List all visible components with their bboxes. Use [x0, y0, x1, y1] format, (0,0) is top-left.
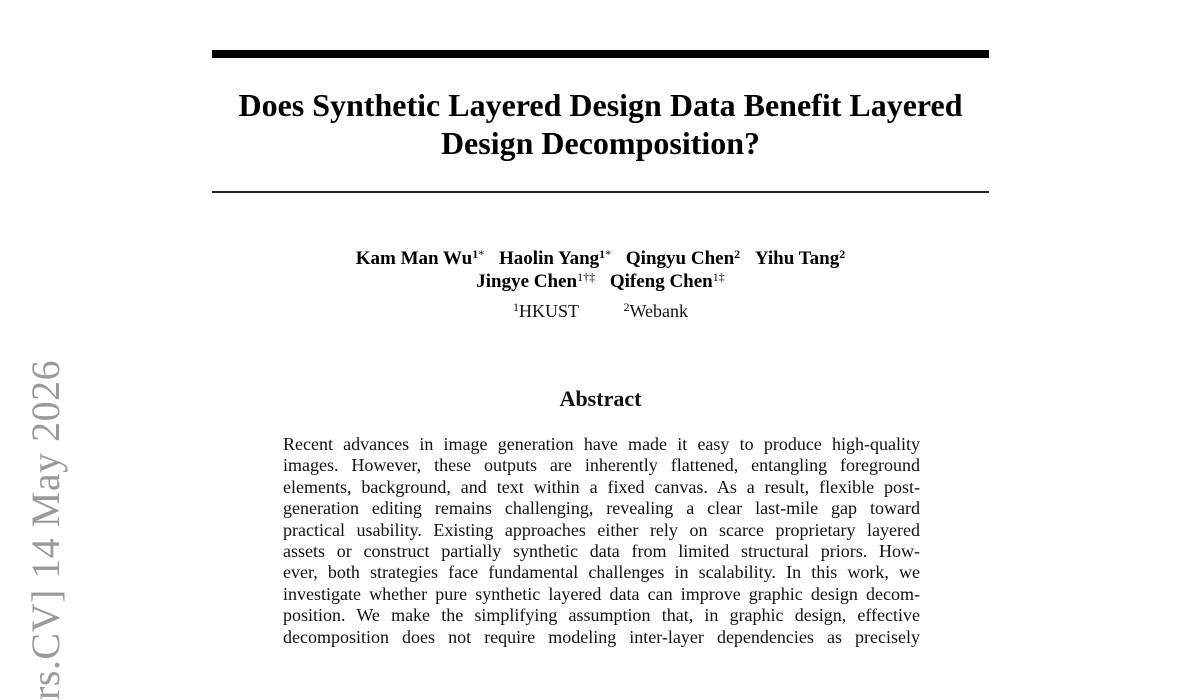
title-top-rule: [212, 50, 989, 58]
affiliation: [623, 300, 688, 322]
abstract-body: [283, 434, 920, 648]
abstract-heading: Abstract: [559, 386, 642, 411]
author: [356, 247, 485, 270]
abstract-line: decomposition does not require modeling inter-layer dependencies as precisely: [283, 626, 920, 647]
title-line-2: Design Decomposition?: [440, 125, 761, 161]
author-affiliation-number: 2: [734, 247, 741, 261]
abstract-line: practical usability. Existing approaches either rely on scarce proprietary layered: [283, 519, 920, 540]
paper-title: [212, 86, 989, 162]
author-name: Yihu Tang: [754, 248, 840, 269]
affiliation: [513, 300, 579, 322]
author: [626, 247, 740, 270]
author-name: Qifeng Chen: [609, 271, 713, 292]
abstract-line: assets or construct partially synthetic data from limited structural priors. How-: [283, 541, 920, 562]
author: [476, 270, 595, 293]
author-affiliation-number: 1: [472, 247, 479, 261]
affiliation-name: HKUST: [518, 301, 579, 321]
abstract-line: investigate whether pure synthetic layered data can improve graphic design decom-: [283, 583, 920, 604]
author-note-mark: *: [478, 247, 485, 261]
author-row-2: [212, 270, 989, 293]
author-list: [212, 247, 989, 293]
author-note-mark: *: [605, 247, 612, 261]
author-affiliation-number: 1: [577, 270, 584, 284]
author-name: Kam Man Wu: [355, 248, 473, 269]
author-affiliation-number: 2: [839, 247, 846, 261]
author-row-1: [212, 247, 989, 270]
affiliation-list: [212, 300, 989, 322]
title-bottom-rule: [212, 191, 989, 193]
affiliation-name: Webank: [629, 301, 689, 321]
affiliation-number: 2: [623, 300, 630, 314]
abstract-line: elements, background, and text within a fixed canvas. As a result, flexible post-: [283, 476, 920, 497]
title-line-1: Does Synthetic Layered Design Data Benefit Layered: [238, 87, 963, 123]
author-affiliation-number: 1: [712, 270, 719, 284]
author-name: Haolin Yang: [499, 248, 600, 269]
author: [755, 247, 845, 270]
abstract-line: generation editing remains challenging, revealing a clear last-mile gap toward: [283, 498, 920, 519]
abstract-line: images. However, these outputs are inherently flattened, entangling foreground: [283, 455, 920, 476]
author: [610, 270, 725, 293]
author: [499, 247, 611, 270]
author-note-mark: †‡: [583, 270, 596, 284]
author-name: Qingyu Chen: [625, 248, 735, 269]
author-note-mark: ‡: [718, 270, 725, 284]
author-name: Jingye Chen: [476, 271, 578, 292]
author-affiliation-number: 1: [599, 247, 606, 261]
abstract-line: position. We make the simplifying assumption that, in graphic design, effective: [283, 605, 920, 626]
affiliation-number: 1: [512, 300, 519, 314]
abstract-line: Recent advances in image generation have made it easy to produce high-quality: [283, 434, 920, 454]
abstract-line: ever, both strategies face fundamental challenges in scalability. In this work, we: [283, 562, 920, 583]
arxiv-side-stamp: rs.CV] 14 May 2026: [23, 359, 68, 700]
